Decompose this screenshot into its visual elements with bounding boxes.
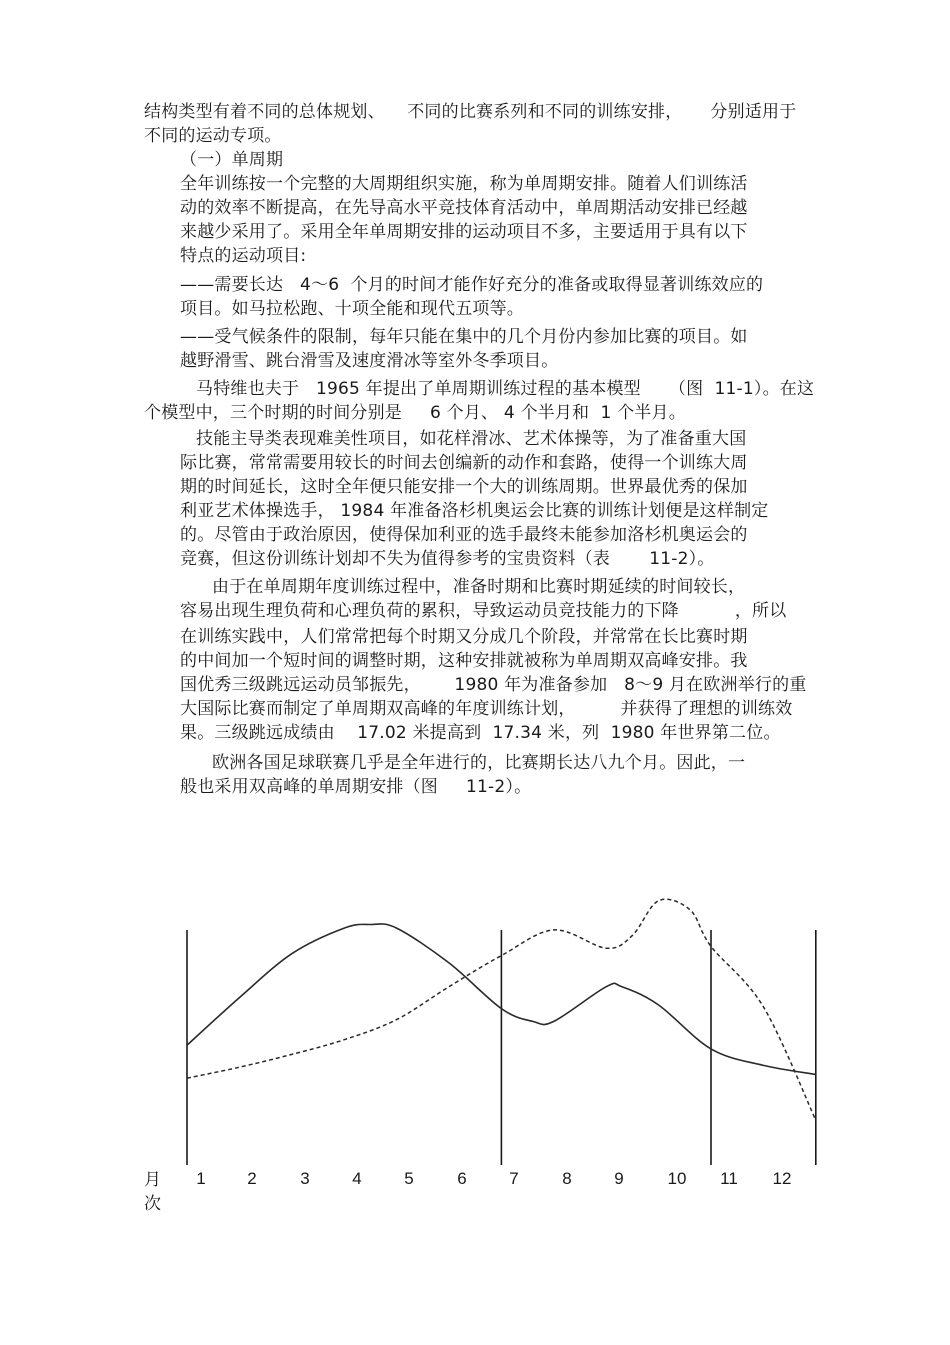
text-line: 利亚艺术体操选手， 1984 年准备洛杉机奥运会比赛的训练计划便是这样制定	[180, 501, 769, 521]
text-line: 特点的运动项目:	[180, 246, 307, 266]
text-line: 越野滑雪、跳台滑雪及速度滑冰等室外冬季项目。	[180, 351, 559, 371]
text-line: （一）单周期	[180, 150, 284, 170]
text-line: 技能主导类表现难美性项目，如花样滑冰、艺术体操等，为了准备重大国	[196, 429, 747, 449]
text-line: ——需要长达 4～6 个月的时间才能作好充分的准备或取得显著训练效应的	[180, 275, 764, 295]
text-line: 个模型中，三个时期的时间分别是 6 个月、 4 个半月和 1 个半月。	[144, 403, 686, 423]
x-tick-label: 7	[509, 1169, 519, 1188]
x-axis-label: 月次	[144, 1170, 162, 1214]
text-line: 由于在单周期年度训练过程中，准备时期和比赛时期延续的时间较长，	[212, 577, 746, 597]
x-tick-label: 11	[720, 1169, 738, 1188]
x-axis-ticks	[196, 1169, 791, 1188]
x-tick-label: 4	[352, 1169, 362, 1188]
text-line: 际比赛，常常需要用较长的时间去创编新的动作和套路，使得一个训练大周	[180, 453, 748, 473]
x-tick-label: 10	[667, 1169, 687, 1188]
text-line: 果。三级跳远成绩由 17.02 米提高到 17.34 米，列 1980 年世界第二位。	[180, 723, 781, 743]
text-line: 大国际比赛而制定了单周期双高峰的年度训练计划， 并获得了理想的训练效	[180, 699, 793, 719]
x-tick-label: 6	[457, 1169, 467, 1188]
text-line: 在训练实践中，人们常常把每个时期又分成几个阶段，并常常在长比赛时期	[180, 627, 748, 647]
text-line: 欧洲各国足球联赛几乎是全年进行的，比赛期长达八九个月。因此，一	[212, 753, 746, 773]
x-tick-label: 12	[772, 1169, 792, 1188]
text-line: 的。尽管由于政治原因，使得保加利亚的选手最终未能参加洛杉机奥运会的	[180, 525, 748, 545]
text-line: 期的时间延长，这时全年便只能安排一个大的训练周期。世界最优秀的保加	[180, 477, 748, 497]
period-dividers	[187, 930, 816, 1165]
x-tick-label: 1	[196, 1169, 206, 1188]
x-tick-label: 5	[404, 1169, 414, 1188]
text-line: 马特维也夫于 1965 年提出了单周期训练过程的基本模型 （图 11-1）。在这	[196, 379, 815, 399]
text-line: 项目。如马拉松跑、十项全能和现代五项等。	[180, 299, 524, 319]
text-line: 容易出现生理负荷和心理负荷的累积，导致运动员竞技能力的下降 ，所以	[180, 601, 787, 621]
text-line: ——受气候条件的限制，每年只能在集中的几个月份内参加比赛的项目。如	[180, 327, 748, 347]
text-line: 国优秀三级跳远运动员邹振先， 1980 年为准备参加 8～9 月在欧洲举行的重	[180, 675, 807, 695]
text-line: 般也采用双高峰的单周期安排（图 11-2）。	[180, 777, 532, 797]
text-line: 的中间加一个短时间的调整时期，这种安排就被称为单周期双高峰安排。我	[180, 651, 748, 671]
x-tick-label: 8	[562, 1169, 572, 1188]
text-line: 动的效率不断提高，在先导高水平竞技体育活动中，单周期活动安排已经越	[180, 198, 748, 218]
text-line: 全年训练按一个完整的大周期组织实施，称为单周期安排。随着人们训练活	[180, 174, 748, 194]
text-line: 结构类型有着不同的总体规划、 不同的比赛系列和不同的训练安排， 分别适用于	[144, 102, 797, 122]
text-line: 来越少采用了。采用全年单周期安排的运动项目不多，主要适用于具有以下	[180, 222, 748, 242]
x-tick-label: 2	[247, 1169, 257, 1188]
text-line: 不同的运动专项。	[144, 126, 282, 146]
x-tick-label: 3	[300, 1169, 310, 1188]
x-tick-label: 9	[614, 1169, 624, 1188]
text-line: 竞赛，但这份训练计划却不失为值得参考的宝贵资料（表 11-2）。	[180, 549, 715, 569]
